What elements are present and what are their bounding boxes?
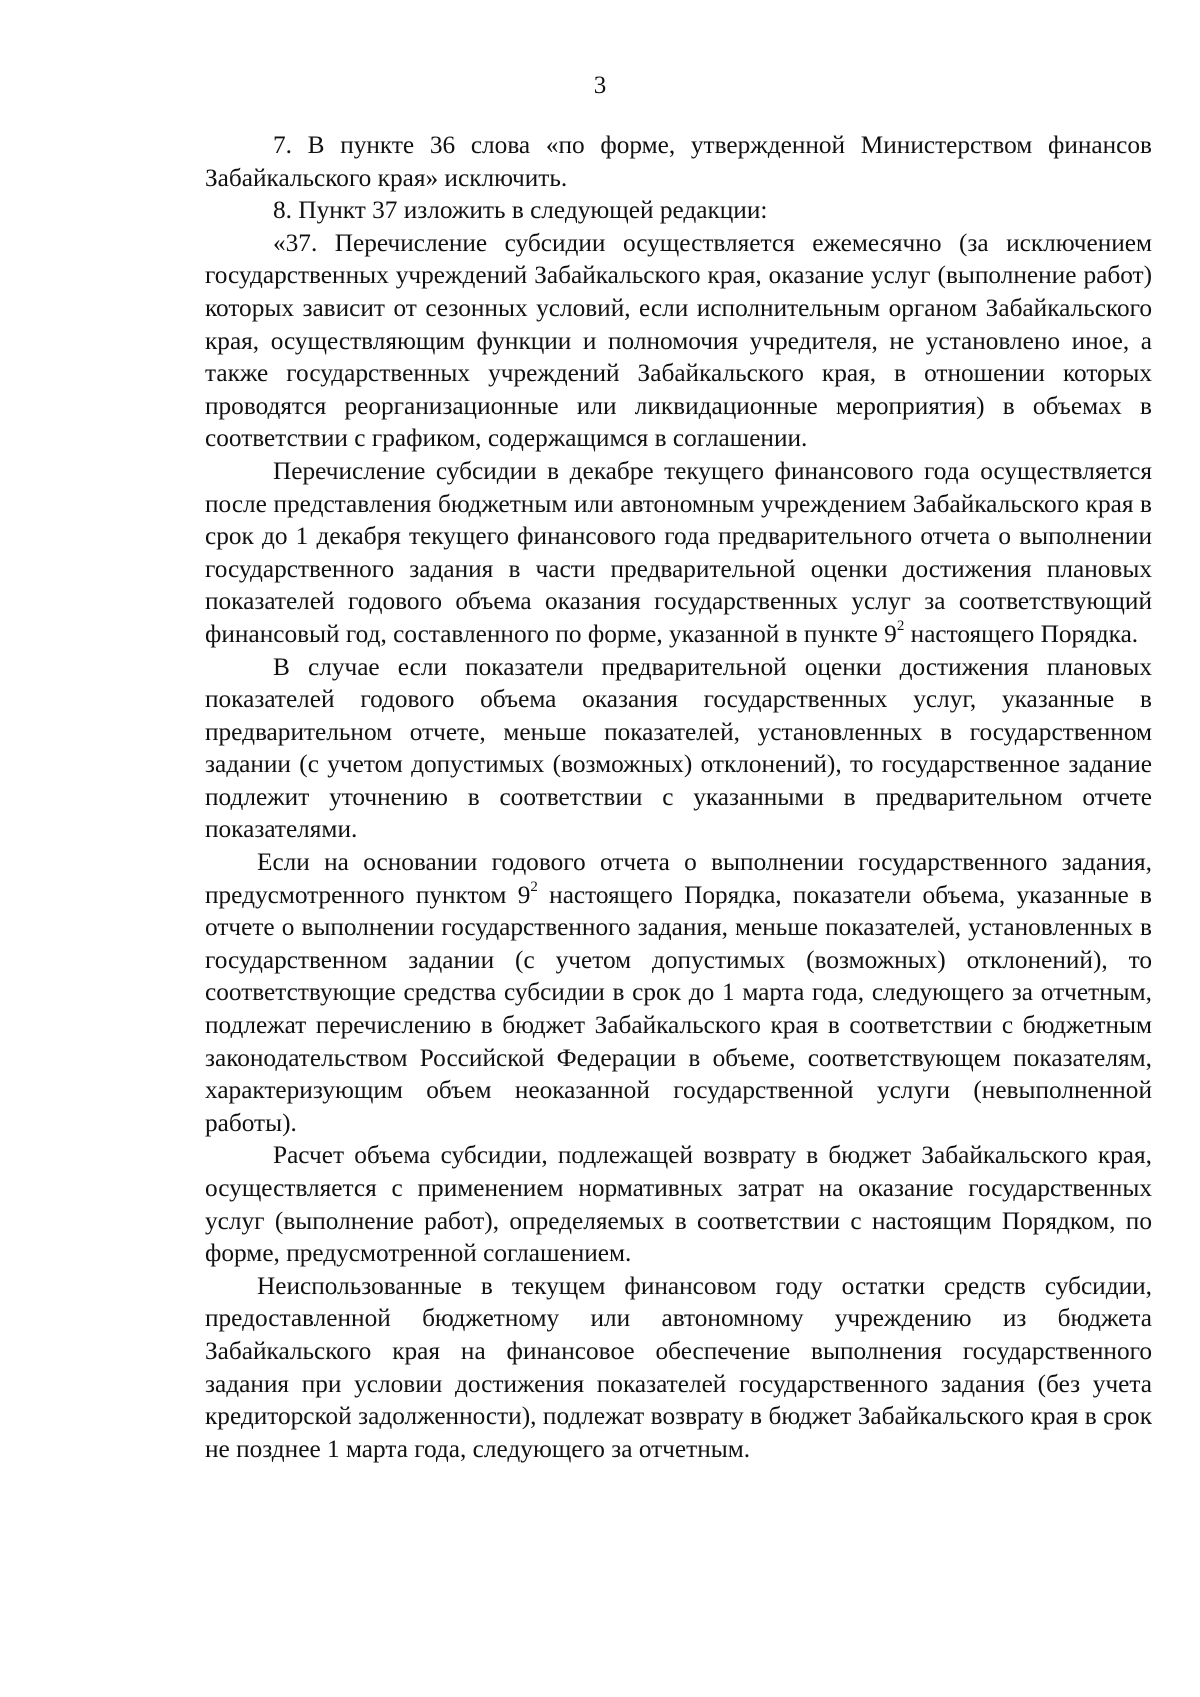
document-body (205, 129, 1152, 1465)
paragraph-refund-calculation: Расчет объема субсидии, подлежащей возврату в бюджет Забайкальского края, осуществляется с применением нормативных затрат на оказание государственных услуг (выполнение работ), определяемых в соответствии с настоящим Порядком, по форме, предусмотренной соглашением. (205, 1141, 1152, 1268)
paragraph-item-7: 7. В пункте 36 слова «по форме, утвержденной Министерством финансов Забайкальского края» исключить. (205, 131, 1152, 192)
page-number: 3 (593, 72, 607, 99)
paragraph-text: Если на основании годового отчета о выполнении государственного задания, предусмотренного пунктом 9 (205, 848, 1152, 909)
paragraph-item-8: 8. Пункт 37 изложить в следующей редакции: (273, 196, 768, 225)
superscript: 2 (896, 618, 905, 635)
paragraph-text: настоящего Порядка, показатели объема, указанные в отчете о выполнении государственного задания, меньше показателей, установленных в государственном задании (с учетом допустимых (возможных) отклонений), то соответствующие средства субсидии в срок до 1 марта года, следующего за отчетным, подлежат перечислению в бюджет Забайкальского края в соответствии с бюджетным законодательством Российской Федерации в объеме, соответствующем показателям, характеризующим объем неоказанной государственной услуги (невыполненной работы). (205, 880, 1153, 1137)
superscript: 2 (530, 879, 538, 896)
paragraph-text: настоящего Порядка. (904, 619, 1139, 648)
paragraph-preliminary-report: В случае если показатели предварительной оценки достижения плановых показателей годового объема оказания государственных услуг, указанные в предварительном отчете, меньше показателей, установленных в государственном задании (с учетом допустимых (возможных) отклонений), то государственное задание подлежит уточнению в соответствии с указанными в предварительном отчете показателями. (205, 652, 1152, 844)
paragraph-text: Перечисление субсидии в декабре текущего финансового года осуществляется после представления бюджетным или автономным учреждением Забайкальского края в срок до 1 декабря текущего финансового года предварительного отчета о выполнении государственного задания в части предварительной оценки достижения плановых показателей годового объема оказания государственных услуг за соответствующий финансовый год, составленного по форме, указанной в пункте 9 (205, 456, 1152, 648)
paragraph-clause-37: «37. Перечисление субсидии осуществляется ежемесячно (за исключением государственных учреждений Забайкальского края, оказание услуг (выполнение работ) которых зависит от сезонных условий, если исполнительным органом Забайкальского края, осуществляющим функции и полномочия учредителя, не установлено иное, а также государственных учреждений Забайкальского края, в отношении которых проводятся реорганизационные или ликвидационные мероприятия) в объемах в соответствии с графиком, содержащимся в соглашении. (205, 228, 1152, 453)
paragraph-december-transfer (205, 455, 1152, 651)
paragraph-unused-balances: Неиспользованные в текущем финансовом году остатки средств субсидии, предоставленной бюджетному или автономному учреждению из бюджета Забайкальского края на финансовое обеспечение выполнения государственного задания при условии достижения показателей государственного задания (без учета кредиторской задолженности), подлежат возврату в бюджет Забайкальского края в срок не позднее 1 марта года, следующего за отчетным. (205, 1271, 1152, 1463)
paragraph-annual-report (205, 846, 1152, 1139)
